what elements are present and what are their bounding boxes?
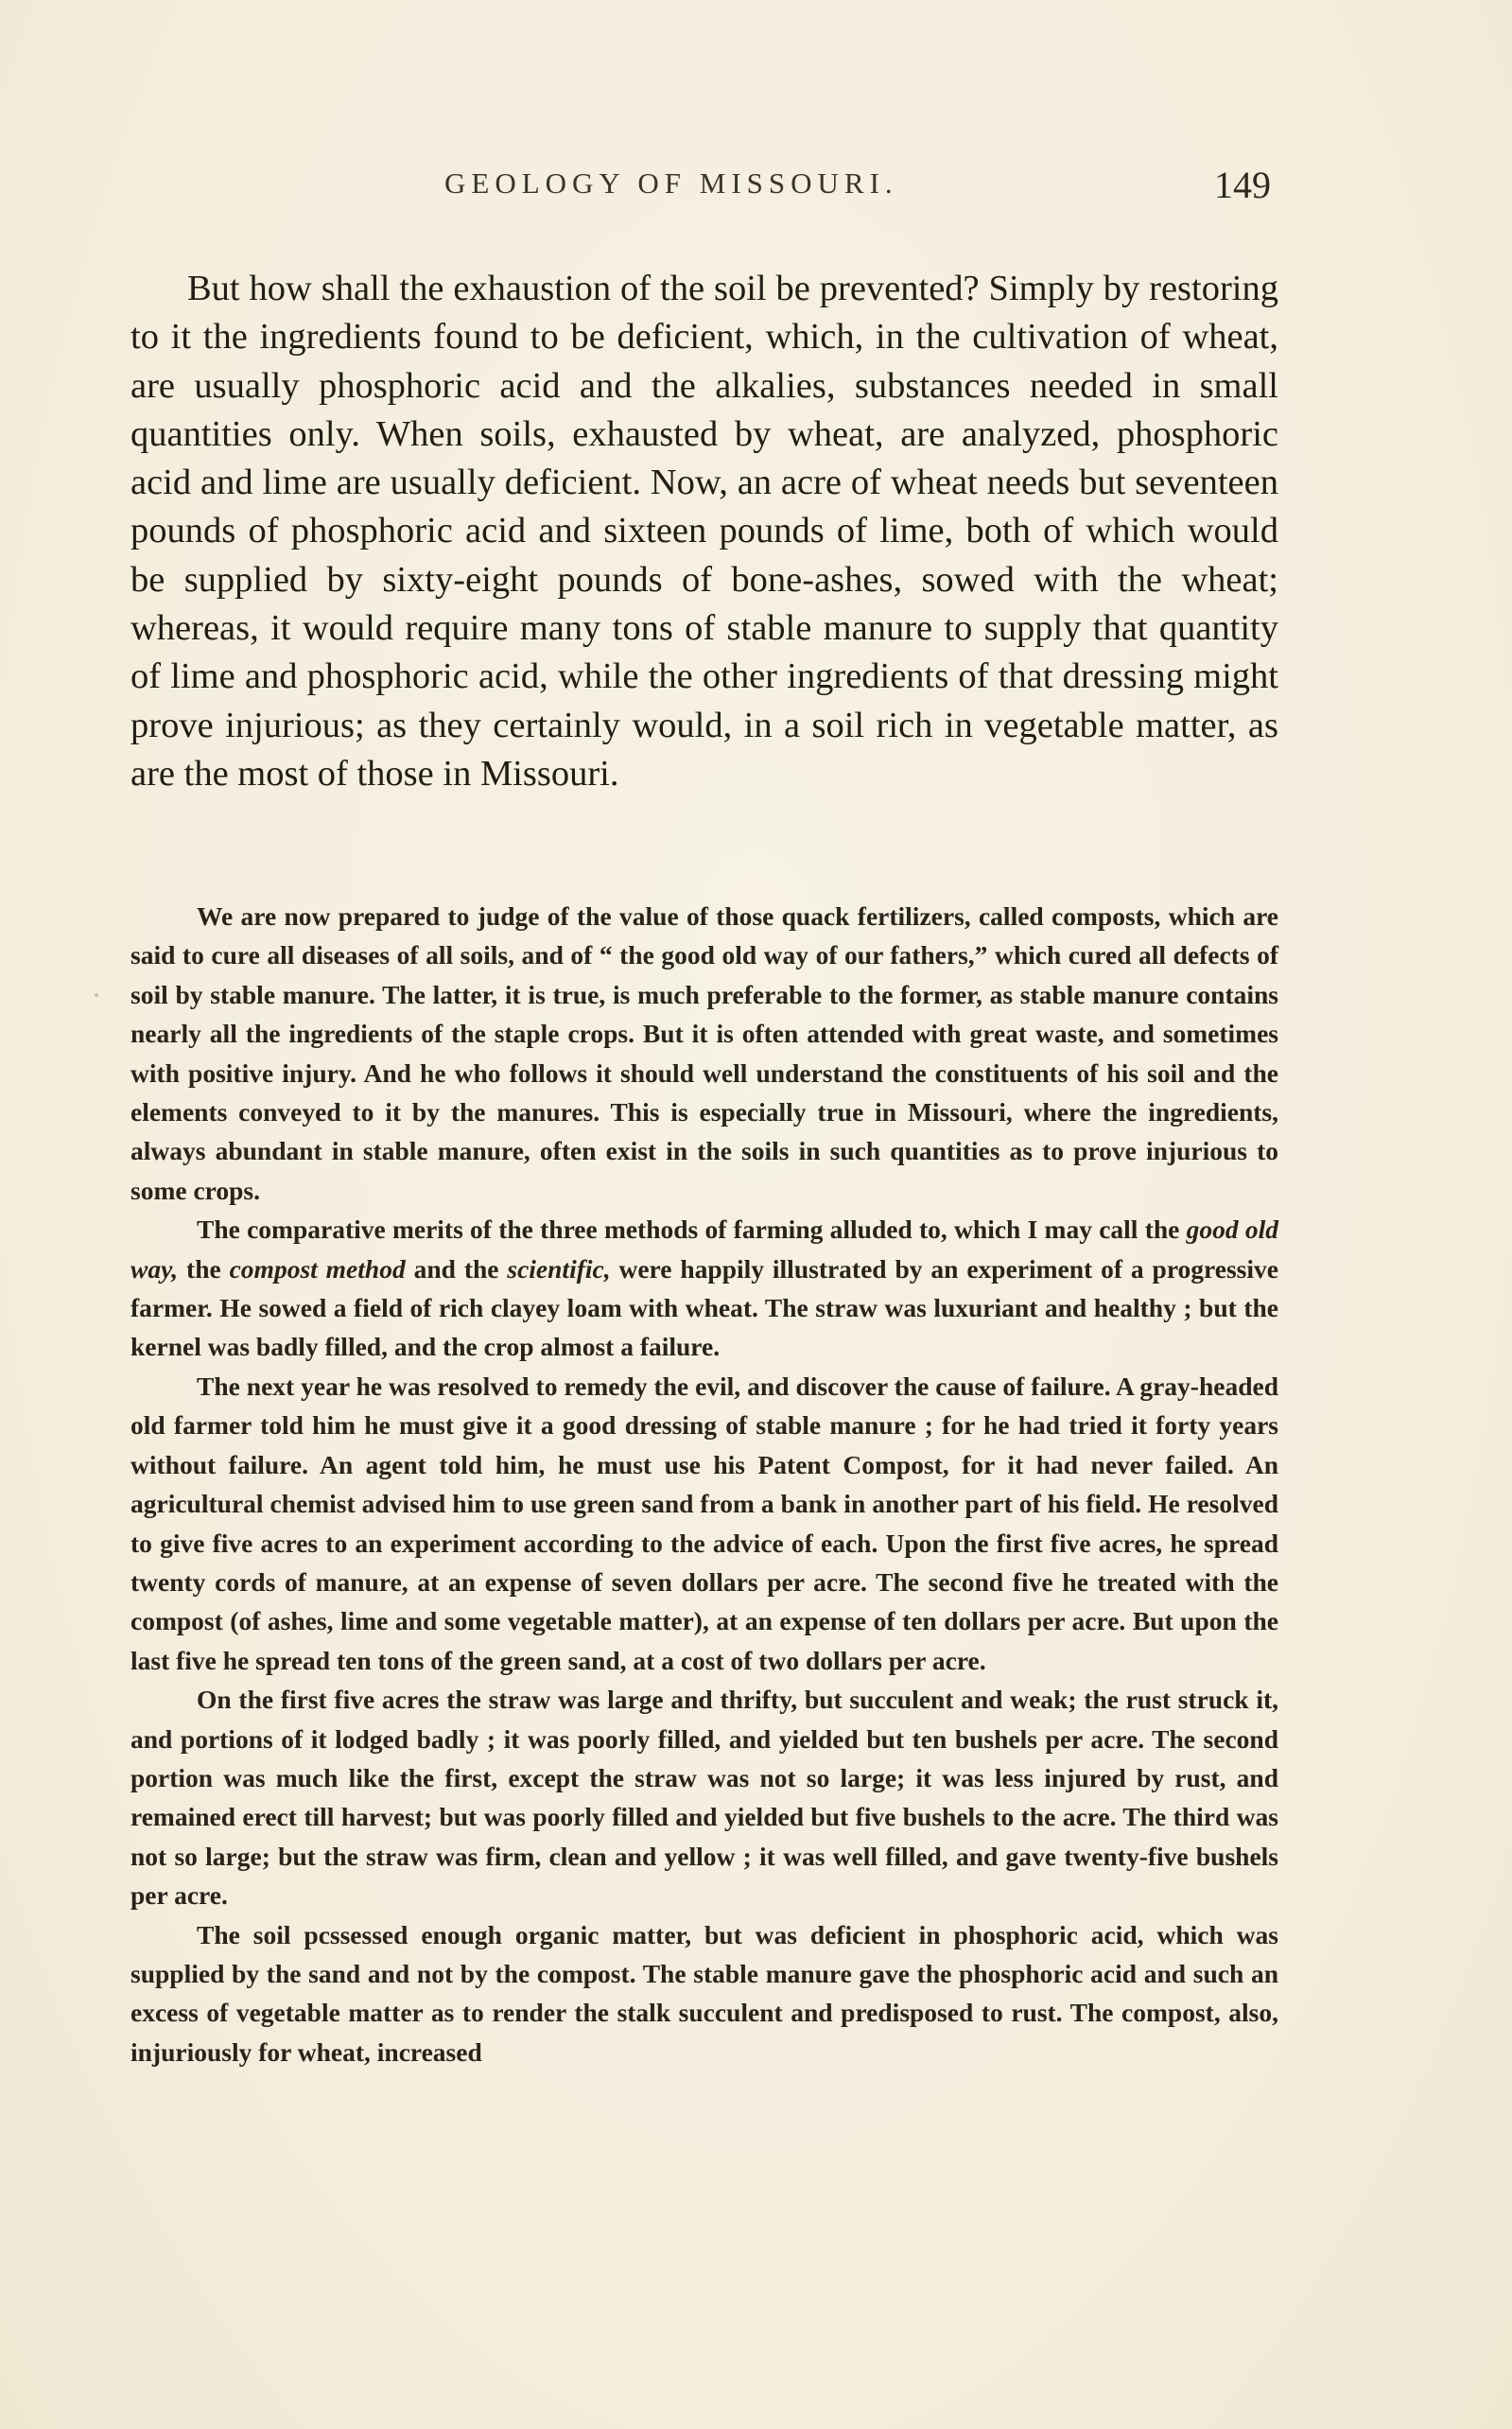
paragraph-results: On the first five acres the straw was large and thrifty, but succulent and weak; the rust struck it, and portions of it lodged badly ; it was poorly filled, and yielded but ten bushels per acre. The second portion was much like the first, except the straw was not so large; it was less injured by rust, and remained erect till harvest; but was poorly filled and yielded but five bushels to the acre. The third was not so large; but the straw was firm, clean and yellow ; it was well filled, and gave twenty-five bushels per acre. bbox=[130, 1685, 1278, 1911]
lead-text-block bbox=[130, 265, 1278, 798]
page-number: 149 bbox=[1214, 164, 1271, 206]
paragraph-methods-text-3: and the bbox=[405, 1253, 508, 1284]
small-text-block bbox=[130, 897, 1278, 2071]
paragraph-methods bbox=[130, 1210, 1278, 1367]
running-title: GEOLOGY OF MISSOURI. bbox=[444, 166, 898, 200]
term-scientific: scientific, bbox=[507, 1253, 611, 1284]
margin-mark bbox=[95, 993, 98, 997]
paragraph-conclusion: The soil pcssessed enough organic matter, but was deficient in phosphoric acid, which was supplied by the sand and not by the compost. The stable manure gave the phosphoric acid and such an excess of vegetable matter as to render the stalk succulent and predisposed to rust. The compost, also, injuriously for wheat, increased bbox=[130, 1919, 1278, 2067]
term-compost-method: compost method bbox=[229, 1253, 406, 1284]
paragraph-methods-text-4: were happily illustrated by an experiment of a progressive farmer. He sowed a field of rich clayey loam with wheat. The straw was luxuriant and healthy ; but the kernel was badly filled, and the crop almost a failure. bbox=[130, 1253, 1278, 1362]
term-good-old-way: good old way, bbox=[130, 1214, 1279, 1284]
paragraph-experiment: The next year he was resolved to remedy the evil, and discover the cause of failure. A gray-headed old farmer told him he must give it a good dressing of stable manure ; for he had tried it forty years without failure. An agent told him, he must use his Patent Compost, for it had never failed. An agricultural chemist advised him to use green sand from a bank in another part of his field. He resolved to give five acres to an experiment according to the advice of each. Upon the first five acres, he spread twenty cords of manure, at an expense of seven dollars per acre. The second five he treated with the compost (of ashes, lime and some vegetable matter), at an expense of ten dollars per acre. But upon the last five he spread ten tons of the green sand, at a cost of two dollars per acre. bbox=[130, 1371, 1278, 1675]
paragraph-composts: We are now prepared to judge of the value of those quack fertilizers, called composts, which are said to cure all diseases of all soils, and of “ the good old way of our fathers,” which cured all defects of soil by stable manure. The latter, it is true, is much preferable to the former, as stable manure contains nearly all the ingredients of the staple crops. But it is often attended with great waste, and sometimes with positive injury. And he who follows it should well understand the constituents of his soil and the elements conveyed to it by the manures. This is especially true in Missouri, where the ingredients, always abundant in stable manure, often exist in the soils in such quantities as to prove injurious to some crops. bbox=[130, 901, 1278, 1205]
lead-paragraph: But how shall the exhaustion of the soil be prevented? Simply by restoring to it the ingredients found to be deficient, which, in the cultivation of wheat, are usually phosphoric acid and the alkalies, substances needed in small quantities only. When soils, exhausted by wheat, are analyzed, phosphoric acid and lime are usually deficient. Now, an acre of wheat needs but seventeen pounds of phosphoric acid and sixteen pounds of lime, both of which would be supplied by sixty-eight pounds of bone-ashes, sowed with the wheat; whereas, it would require many tons of stable manure to supply that quantity of lime and phosphoric acid, while the other ingredients of that dressing might prove injurious; as they certainly would, in a soil rich in vegetable matter, as are the most of those in Missouri. bbox=[130, 269, 1278, 794]
paragraph-methods-text-1: The comparative merits of the three methods of farming alluded to, which I may call the bbox=[197, 1214, 1187, 1245]
paragraph-methods-text-2: the bbox=[178, 1253, 230, 1284]
